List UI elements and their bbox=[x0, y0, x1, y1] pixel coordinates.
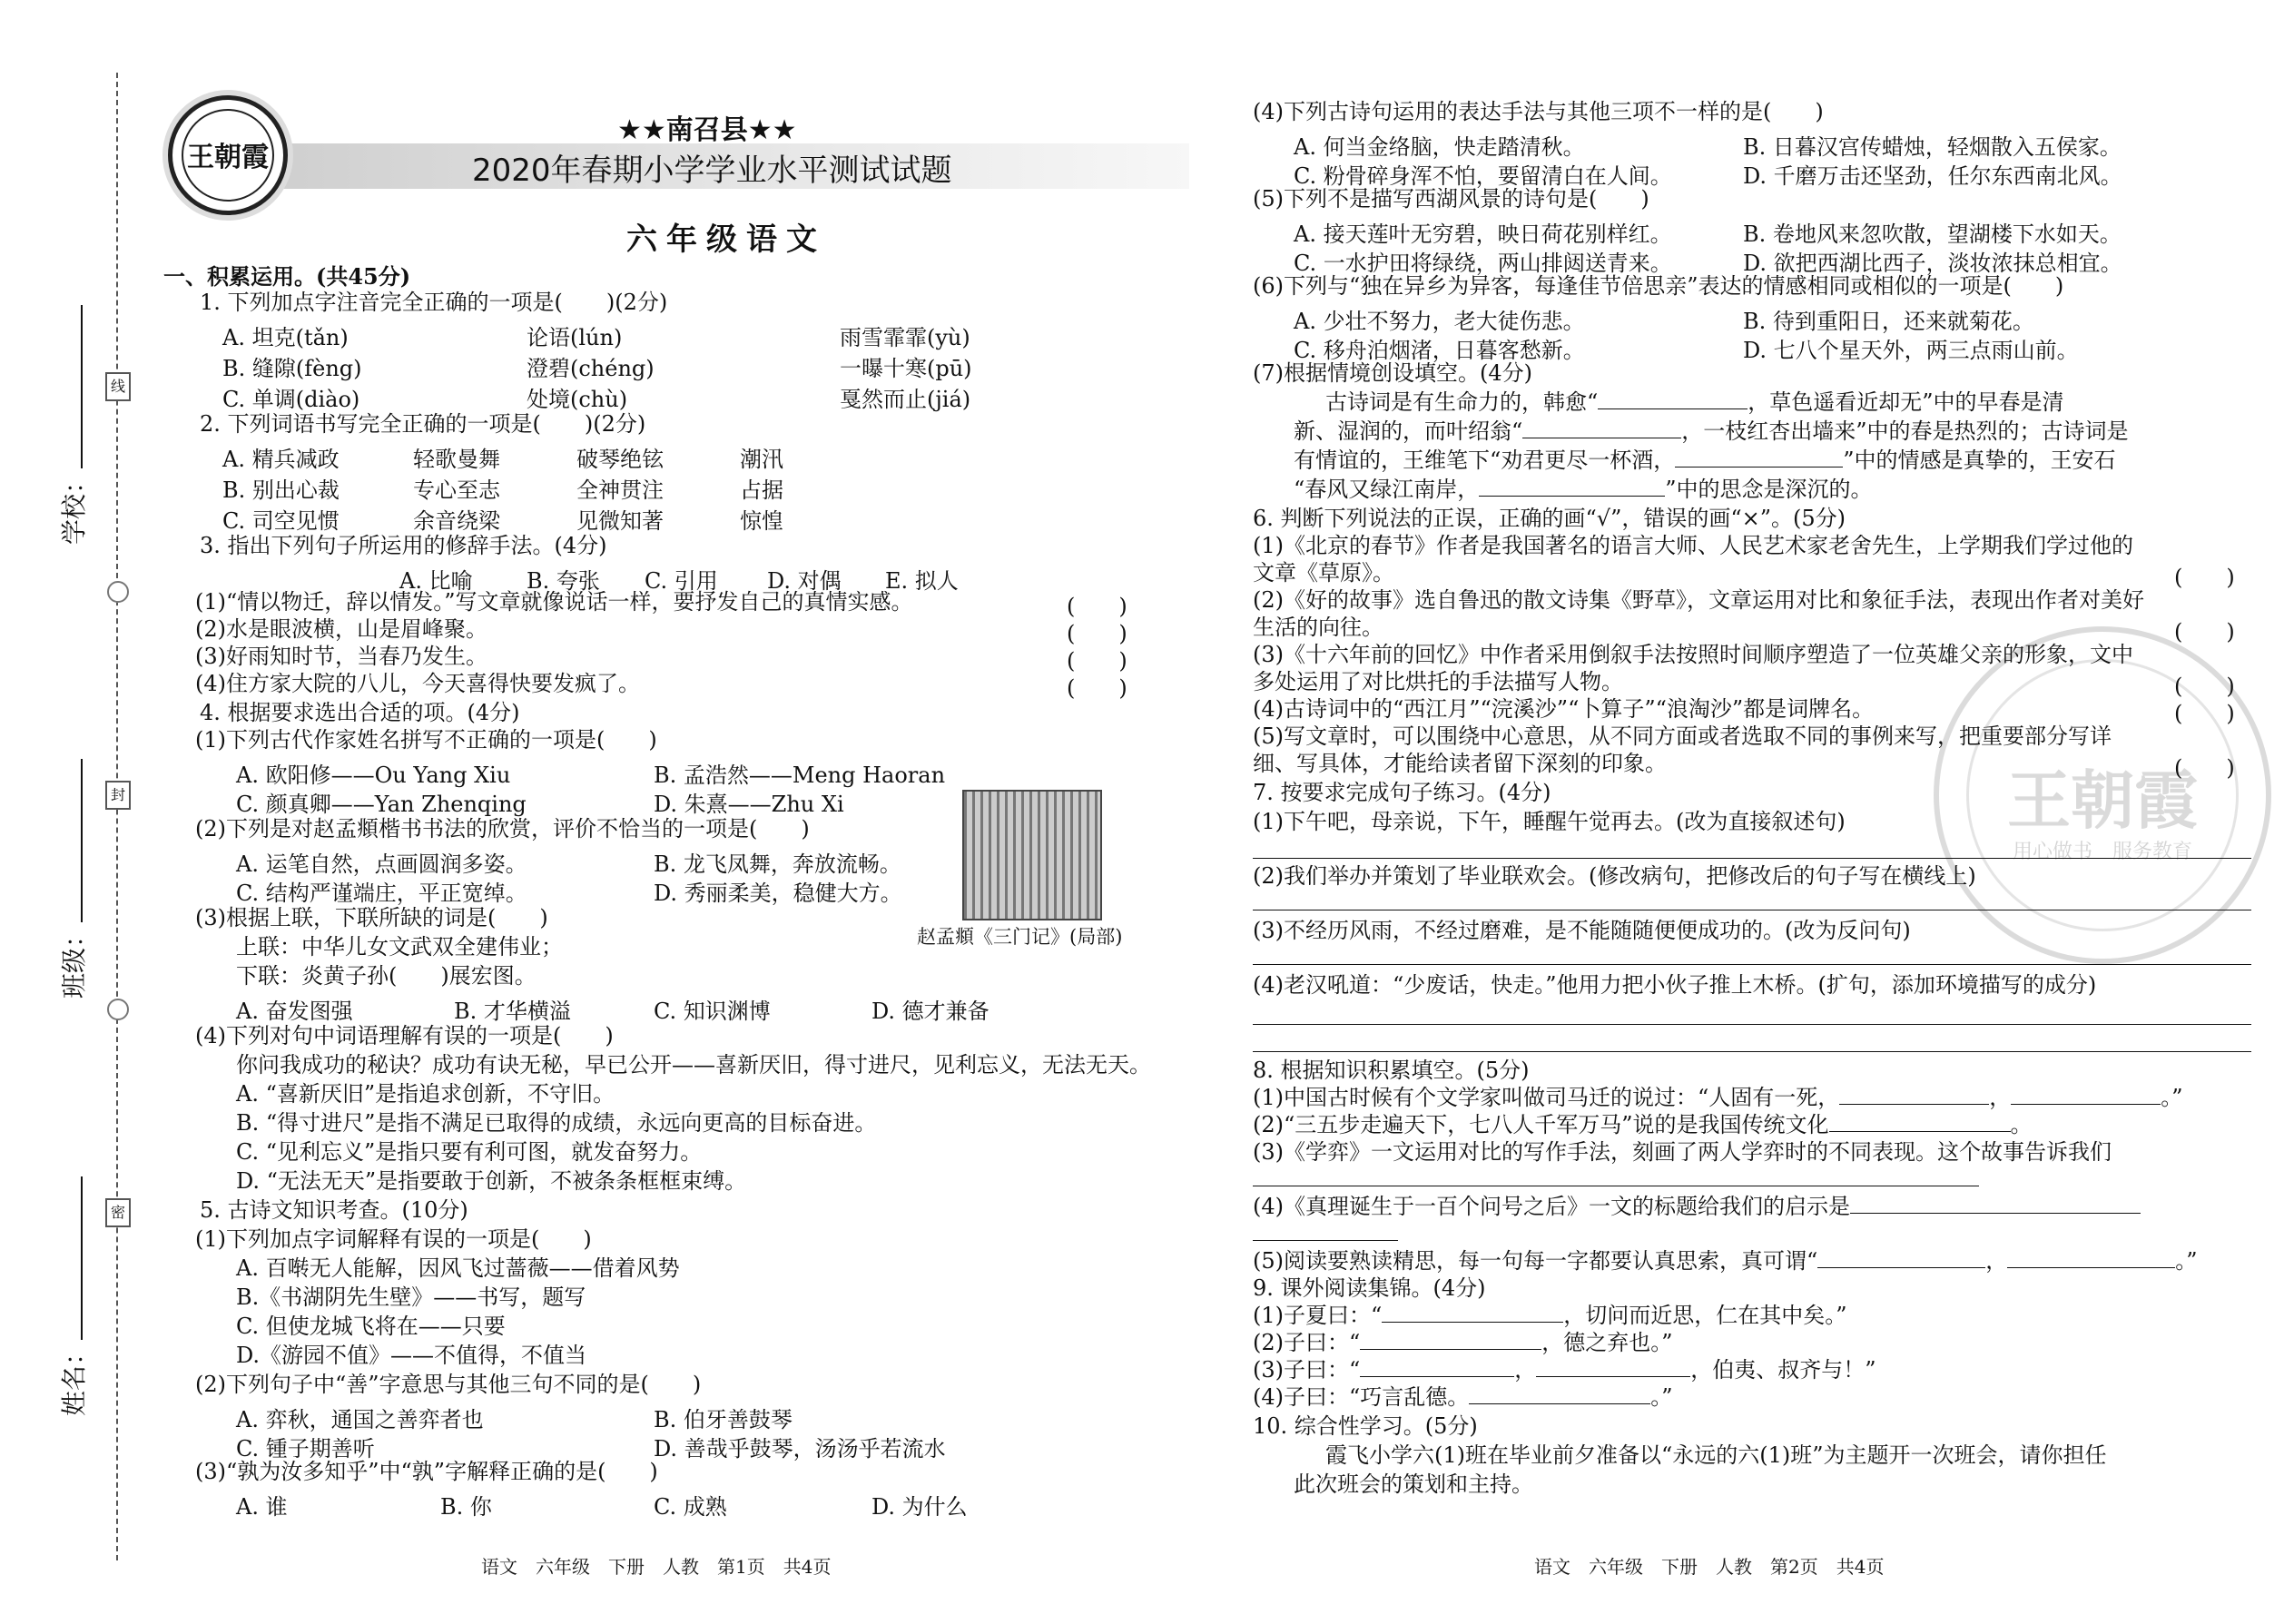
fill-passage: 新、湿润的，而叶绍翁“ ，一枝红杏出墙来”中的春是热烈的；古诗词是 bbox=[1294, 418, 2129, 444]
q7-item: (3)不经历风雨，不经过磨难，是不能随随便便成功的。(改为反问句) bbox=[1253, 918, 1911, 943]
exam-title: 2020年春期小学学业水平测试试题 bbox=[472, 153, 952, 189]
q2-option[interactable]: 轻歌曼舞 bbox=[413, 447, 500, 472]
q4-sub-4: (4)下列对句中词语理解有误的一项是( ) bbox=[195, 1023, 614, 1048]
q5-sub-5: (5)下列不是描写西湖风景的诗句是( ) bbox=[1253, 186, 1649, 212]
couplet-lower: 下联：炎黄子孙( )展宏图。 bbox=[236, 963, 537, 989]
fill-blank[interactable] bbox=[1839, 1084, 1989, 1105]
county-name: ★★南召县★★ bbox=[617, 114, 797, 146]
answer-paren[interactable]: ( ) bbox=[2174, 565, 2235, 590]
q6-item: (2)《好的故事》选自鲁迅的散文诗集《野草》，文章运用对比和象征手法，表现出作者对美好 bbox=[1253, 587, 2144, 613]
q4-1-option[interactable]: A. 欧阳修——Ou Yang Xiu bbox=[236, 763, 511, 788]
answer-paren[interactable]: ( ) bbox=[2174, 619, 2235, 645]
q6-item: 细、写具体，才能给读者留下深刻的印象。 bbox=[1253, 751, 1667, 776]
answer-paren[interactable]: ( ) bbox=[1067, 621, 1127, 646]
fill-blank[interactable] bbox=[1382, 1302, 1563, 1323]
q5-3-option[interactable]: C. 成熟 bbox=[654, 1494, 727, 1520]
q4-3-option[interactable]: D. 德才兼备 bbox=[871, 999, 989, 1024]
question-3: 3. 指出下列句子所运用的修辞手法。(4分) bbox=[200, 533, 607, 558]
q4-2-option[interactable]: C. 结构严谨端庄，平正宽绰。 bbox=[236, 881, 527, 906]
question-10: 10. 综合性学习。(5分) bbox=[1253, 1413, 1478, 1439]
fill-blank[interactable] bbox=[1360, 1356, 1514, 1377]
q10-text: 此次班会的策划和主持。 bbox=[1294, 1471, 1533, 1497]
class-field[interactable]: 班级： bbox=[54, 759, 91, 999]
q1-option[interactable]: 处境(chù) bbox=[527, 387, 628, 412]
fill-blank[interactable] bbox=[1536, 1356, 1690, 1377]
q3-item: (2)水是眼波横，山是眉峰聚。 bbox=[195, 616, 487, 642]
q9-item: (2)子曰：“ ，德之弃也。” bbox=[1253, 1330, 1673, 1355]
q5-1-option[interactable]: A. 百啭无人能解，因风飞过蔷薇——借着风势 bbox=[236, 1255, 680, 1281]
answer-line[interactable] bbox=[1253, 858, 2251, 859]
q5-5-option[interactable]: D. 欲把西湖比西子，淡妆浓抹总相宜。 bbox=[1743, 251, 2122, 276]
answer-paren[interactable]: ( ) bbox=[2174, 674, 2235, 699]
q2-option[interactable]: B. 别出心裁 bbox=[222, 477, 340, 503]
binding-knot-icon bbox=[107, 999, 129, 1020]
fill-blank[interactable] bbox=[1817, 1247, 1985, 1268]
q1-option[interactable]: 雨雪霏霏(yù) bbox=[840, 325, 970, 350]
q5-4-option[interactable]: C. 粉骨碎身浑不怕，要留清白在人间。 bbox=[1294, 163, 1672, 189]
answer-paren[interactable]: ( ) bbox=[1067, 675, 1127, 701]
q8-item: (5)阅读要熟读精思，每一句每一字都要认真思索，真可谓“ ， 。” bbox=[1253, 1248, 2198, 1274]
section-title: 一、积累运用。(共45分) bbox=[163, 263, 411, 290]
q5-1-option[interactable]: D.《游园不值》——不值得，不值当 bbox=[236, 1343, 587, 1368]
fill-blank[interactable] bbox=[1850, 1193, 2141, 1214]
q5-4-option[interactable]: A. 何当金络脑，快走踏清秋。 bbox=[1294, 134, 1585, 160]
q7-item: (1)下午吧，母亲说，下午，睡醒午觉再去。(改为直接叙述句) bbox=[1253, 809, 1846, 834]
q4-sub-2: (2)下列是对赵孟頫楷书书法的欣赏，评价不恰当的一项是( ) bbox=[195, 816, 810, 842]
q9-item: (4)子曰：“巧言乱德。 。” bbox=[1253, 1384, 1673, 1410]
q5-1-option[interactable]: B.《书湖阴先生壁》——书写，题写 bbox=[236, 1284, 586, 1310]
answer-paren[interactable]: ( ) bbox=[1067, 648, 1127, 674]
binding-knot-icon bbox=[107, 581, 129, 603]
q3-item: (4)住方家大院的八儿，今天喜得快要发疯了。 bbox=[195, 671, 640, 696]
q5-6-option[interactable]: A. 少壮不努力，老大徒伤悲。 bbox=[1294, 309, 1585, 334]
answer-line[interactable] bbox=[1253, 1024, 2251, 1025]
q5-sub-1: (1)下列加点字词解释有误的一项是( ) bbox=[195, 1226, 592, 1252]
answer-paren[interactable]: ( ) bbox=[2174, 755, 2235, 781]
answer-paren[interactable]: ( ) bbox=[2174, 701, 2235, 726]
q5-2-option[interactable]: D. 善哉乎鼓琴，汤汤乎若流水 bbox=[654, 1436, 946, 1462]
q6-item: 文章《草原》。 bbox=[1253, 560, 1394, 586]
seal-mark-feng: 封 bbox=[105, 781, 131, 810]
q8-item: (2)“三五步走遍天下，七八人千军万马”说的是我国传统文化 。 bbox=[1253, 1112, 2033, 1137]
q5-2-option[interactable]: B. 伯牙善鼓琴 bbox=[654, 1407, 793, 1432]
page-footer: 语文 六年级 下册 人教 第1页 共4页 bbox=[481, 1556, 832, 1578]
image-caption: 赵孟頫《三门记》(局部) bbox=[917, 926, 1123, 948]
q7-item: (4)老汉吼道：“少废话，快走。”他用力把小伙子推上木桥。(扩句，添加环境描写的成分) bbox=[1253, 972, 2097, 998]
question-4: 4. 根据要求选出合适的项。(4分) bbox=[200, 700, 520, 725]
q4-2-option[interactable]: B. 龙飞凤舞，奔放流畅。 bbox=[654, 851, 901, 877]
q2-option[interactable]: 全神贯注 bbox=[576, 477, 664, 503]
q3-option: B. 夸张 bbox=[527, 568, 600, 594]
q4-4-option[interactable]: C. “见利忘义”是指只要有利可图，就发奋努力。 bbox=[236, 1139, 703, 1165]
q8-item: (3)《学弈》一文运用对比的写作手法，刻画了两人学弈时的不同表现。这个故事告诉我们 bbox=[1253, 1139, 2112, 1165]
q2-option[interactable]: 余音绕梁 bbox=[413, 508, 500, 534]
seal-line bbox=[116, 73, 118, 1560]
q4-3-option[interactable]: A. 奋发图强 bbox=[236, 999, 353, 1024]
q10-text: 霞飞小学六(1)班在毕业前夕准备以“永远的六(1)班”为主题开一次班会，请你担任 bbox=[1325, 1442, 2107, 1468]
fill-passage: 有情谊的，王维笔下“劝君更尽一杯酒， ”中的情感是真挚的，王安石 bbox=[1294, 448, 2116, 473]
q5-sub-7: (7)根据情境创设填空。(4分) bbox=[1253, 360, 1532, 386]
q5-sub-3: (3)“孰为汝多知乎”中“孰”字解释正确的是( ) bbox=[195, 1459, 658, 1484]
name-field[interactable]: 姓名： bbox=[54, 1176, 91, 1416]
q2-option[interactable]: 惊惶 bbox=[740, 508, 783, 534]
fill-blank[interactable] bbox=[1360, 1329, 1541, 1350]
brand-logo: 王朝霞 bbox=[168, 95, 288, 215]
q2-option[interactable]: 见微知著 bbox=[576, 508, 664, 534]
fill-blank[interactable] bbox=[1479, 476, 1665, 497]
fill-blank[interactable] bbox=[1829, 1111, 2011, 1132]
q4-4-option[interactable]: A. “喜新厌旧”是指追求创新，不守旧。 bbox=[236, 1081, 615, 1107]
question-9: 9. 课外阅读集锦。(4分) bbox=[1253, 1275, 1486, 1301]
q5-sub-2: (2)下列句子中“善”字意思与其他三句不同的是( ) bbox=[195, 1372, 702, 1397]
q5-3-option[interactable]: D. 为什么 bbox=[871, 1494, 968, 1520]
q2-option[interactable]: 破琴绝铉 bbox=[576, 447, 664, 472]
q5-5-option[interactable]: B. 卷地风来忽吹散，望湖楼下水如天。 bbox=[1743, 221, 2122, 247]
q6-item: (3)《十六年前的回忆》中作者采用倒叙手法按照时间顺序塑造了一位英雄父亲的形象，文中 bbox=[1253, 642, 2133, 667]
q4-1-option[interactable]: B. 孟浩然——Meng Haoran bbox=[654, 763, 946, 788]
fill-passage: “春风又绿江南岸， ”中的思念是深沉的。 bbox=[1294, 477, 1873, 502]
q4-sub-3: (3)根据上联，下联所缺的词是( ) bbox=[195, 905, 548, 930]
q1-option[interactable]: C. 单调(diào) bbox=[222, 387, 360, 412]
calligraphy-image bbox=[962, 790, 1102, 920]
q8-item: (1)中国古时候有个文学家叫做司马迁的说过：“人固有一死， ， 。” bbox=[1253, 1085, 2183, 1110]
answer-line[interactable] bbox=[1253, 1051, 2251, 1052]
q1-option[interactable]: 澄碧(chéng) bbox=[527, 356, 655, 381]
fill-blank[interactable] bbox=[2011, 1084, 2161, 1105]
q5-4-option[interactable]: D. 千磨万击还坚劲，任尔东西南北风。 bbox=[1743, 163, 2122, 189]
q1-option[interactable]: B. 缝隙(fèng) bbox=[222, 356, 362, 381]
question-2: 2. 下列词语书写完全正确的一项是( )(2分) bbox=[200, 411, 646, 437]
q1-option[interactable]: 一曝十寒(pū) bbox=[840, 356, 972, 381]
quote-text: 你问我成功的秘诀？成功有诀无秘，早已公开——喜新厌旧，得寸进尺，见利忘义，无法无天。 bbox=[236, 1052, 1151, 1078]
q6-item: (5)写文章时，可以围绕中心意思，从不同方面或者选取不同的事例来写，把重要部分写详 bbox=[1253, 723, 2112, 749]
q2-option[interactable]: 潮汛 bbox=[740, 447, 783, 472]
q6-item: 多处运用了对比烘托的手法描写人物。 bbox=[1253, 669, 1623, 694]
q9-item: (3)子曰：“ ， ，伯夷、叔齐与！” bbox=[1253, 1357, 1876, 1383]
q2-option[interactable]: 占据 bbox=[740, 477, 783, 503]
answer-line[interactable] bbox=[1253, 964, 2251, 965]
fill-passage: 古诗词是有生命力的，韩愈“ ，草色遥看近却无”中的早春是清 bbox=[1325, 389, 2064, 415]
q1-option[interactable]: 戛然而止(jiá) bbox=[840, 387, 971, 412]
question-5: 5. 古诗文知识考查。(10分) bbox=[200, 1197, 468, 1223]
q5-6-option[interactable]: C. 移舟泊烟渚，日暮客愁新。 bbox=[1294, 338, 1585, 363]
q3-option: A. 比喻 bbox=[399, 568, 473, 594]
q4-4-option[interactable]: D. “无法无天”是指要敢于创新，不被条条框框束缚。 bbox=[236, 1168, 747, 1194]
q5-3-option[interactable]: A. 谁 bbox=[236, 1494, 288, 1520]
q4-3-option[interactable]: B. 才华横溢 bbox=[454, 999, 571, 1024]
q4-sub-1: (1)下列古代作家姓名拼写不正确的一项是( ) bbox=[195, 727, 657, 753]
question-1: 1. 下列加点字注音完全正确的一项是( )(2分) bbox=[200, 290, 668, 315]
q6-item: (4)古诗词中的“西江月”“浣溪沙”“卜算子”“浪淘沙”都是词牌名。 bbox=[1253, 696, 1875, 722]
q5-5-option[interactable]: C. 一水护田将绿绕，两山排闼送青来。 bbox=[1294, 251, 1672, 276]
q1-option[interactable]: A. 坦克(tǎn) bbox=[222, 325, 349, 350]
page-footer: 语文 六年级 下册 人教 第2页 共4页 bbox=[1534, 1556, 1885, 1578]
fill-blank[interactable] bbox=[1522, 418, 1681, 438]
question-7: 7. 按要求完成句子练习。(4分) bbox=[1253, 780, 1551, 805]
school-field[interactable]: 学校： bbox=[54, 305, 91, 545]
q9-item: (1)子夏曰：“ ，切问而近思，仁在其中矣。” bbox=[1253, 1303, 1847, 1328]
q3-item: (3)好雨知时节，当春乃发生。 bbox=[195, 644, 487, 669]
answer-paren[interactable]: ( ) bbox=[1067, 594, 1127, 619]
q7-item: (2)我们举办并策划了毕业联欢会。(修改病句，把修改后的句子写在横线上) bbox=[1253, 863, 1976, 889]
couplet-upper: 上联：中华儿女文武双全建伟业； bbox=[236, 934, 563, 960]
seal-mark-xian: 线 bbox=[105, 372, 131, 401]
q3-option: D. 对偶 bbox=[767, 568, 842, 594]
seal-mark-mi: 密 bbox=[105, 1198, 131, 1227]
q4-2-option[interactable]: A. 运笔自然，点画圆润多姿。 bbox=[236, 851, 527, 877]
q5-3-option[interactable]: B. 你 bbox=[440, 1494, 492, 1520]
q5-1-option[interactable]: C. 但使龙城飞将在——只要 bbox=[236, 1314, 506, 1339]
question-6: 6. 判断下列说法的正误，正确的画“√”，错误的画“×”。(5分) bbox=[1253, 506, 1846, 531]
q5-2-option[interactable]: C. 锺子期善听 bbox=[236, 1436, 375, 1462]
fill-blank[interactable] bbox=[1598, 389, 1748, 409]
q4-2-option[interactable]: D. 秀丽柔美，稳健大方。 bbox=[654, 881, 902, 906]
exam-subject: 六年级语文 bbox=[626, 221, 826, 258]
q2-option[interactable]: A. 精兵减政 bbox=[222, 447, 340, 472]
q5-2-option[interactable]: A. 弈秋，通国之善弈者也 bbox=[236, 1407, 484, 1432]
q5-4-option[interactable]: B. 日暮汉宫传蜡烛，轻烟散入五侯家。 bbox=[1743, 134, 2122, 160]
q4-3-option[interactable]: C. 知识渊博 bbox=[654, 999, 771, 1024]
watermark-logo: 王朝霞 用心做书 服务教育 bbox=[1934, 626, 2271, 964]
answer-line[interactable] bbox=[1253, 1240, 1398, 1241]
q4-1-option[interactable]: C. 颜真卿——Yan Zhenqing bbox=[236, 792, 527, 817]
q2-option[interactable]: C. 司空见惯 bbox=[222, 508, 340, 534]
question-8: 8. 根据知识积累填空。(5分) bbox=[1253, 1058, 1530, 1083]
q4-4-option[interactable]: B. “得寸进尺”是指不满足已取得的成绩，永远向更高的目标奋进。 bbox=[236, 1110, 877, 1136]
q6-item: 生活的向往。 bbox=[1253, 615, 1383, 640]
q5-6-option[interactable]: D. 七八个星天外，两三点雨山前。 bbox=[1743, 338, 2079, 363]
fill-blank[interactable] bbox=[2007, 1247, 2175, 1268]
page-2 bbox=[1207, 0, 2294, 1624]
q2-option[interactable]: 专心至志 bbox=[413, 477, 500, 503]
fill-blank[interactable] bbox=[1675, 447, 1843, 468]
q3-option: C. 引用 bbox=[645, 568, 718, 594]
q3-option: E. 拟人 bbox=[885, 568, 959, 594]
q4-1-option[interactable]: D. 朱熹——Zhu Xi bbox=[654, 792, 844, 817]
q5-sub-6: (6)下列与“独在异乡为异客，每逢佳节倍思亲”表达的情感相同或相似的一项是( ) bbox=[1253, 273, 2064, 299]
q5-sub-4: (4)下列古诗句运用的表达手法与其他三项不一样的是( ) bbox=[1253, 99, 1824, 124]
q5-5-option[interactable]: A. 接天莲叶无穷碧，映日荷花别样红。 bbox=[1294, 221, 1672, 247]
q3-item: (1)“情以物迁，辞以情发。”写文章就像说话一样，要抒发自己的真情实感。 bbox=[195, 589, 913, 615]
binding-strip bbox=[0, 0, 154, 1624]
q6-item: (1)《北京的春节》作者是我国著名的语言大师、人民艺术家老舍先生，上学期我们学过他的 bbox=[1253, 533, 2133, 558]
fill-blank[interactable] bbox=[1469, 1383, 1650, 1404]
q8-item: (4)《真理诞生于一百个问号之后》一文的标题给我们的启示是 bbox=[1253, 1193, 2141, 1220]
q1-option[interactable]: 论语(lún) bbox=[527, 325, 623, 350]
q5-6-option[interactable]: B. 待到重阳日，还来就菊花。 bbox=[1743, 309, 2034, 334]
